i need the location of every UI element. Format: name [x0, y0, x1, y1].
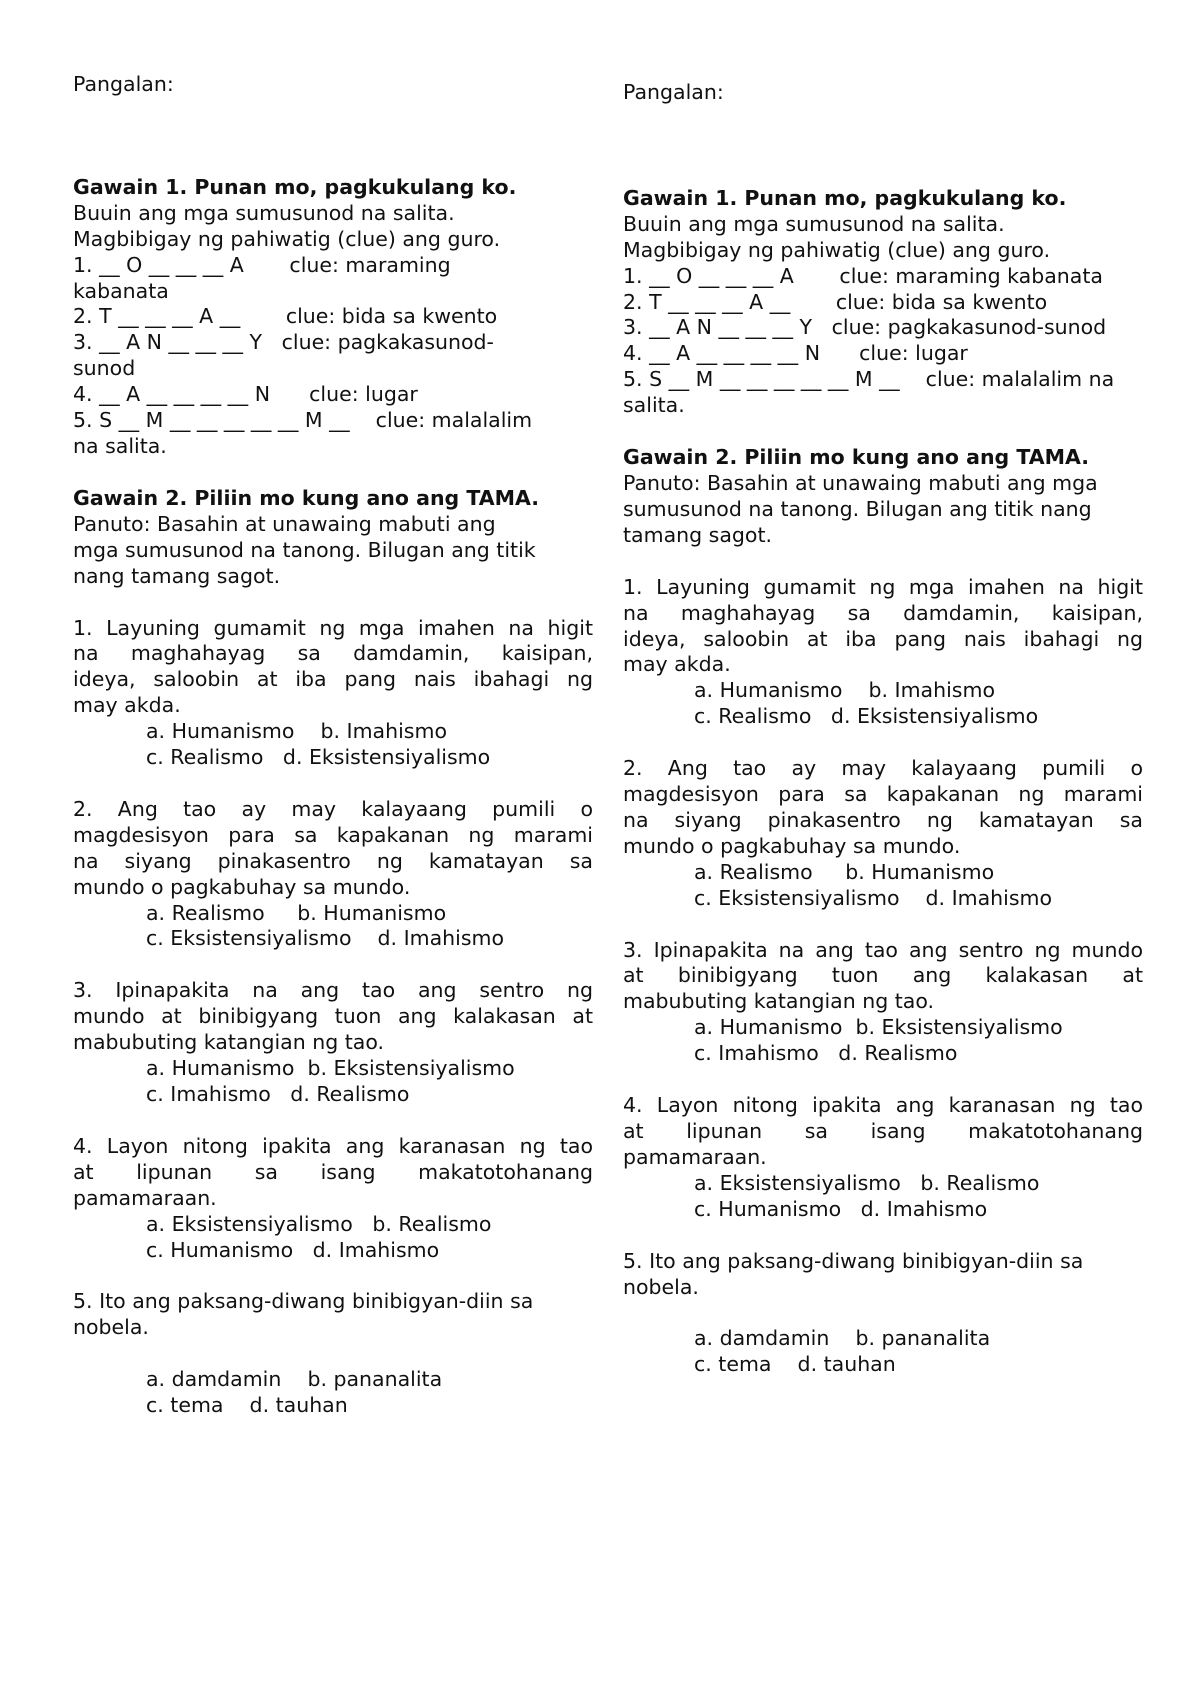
question-5-options: a. damdamin b. pananalita — [146, 1367, 443, 1392]
panuto-line: nang tamang sagot. — [73, 563, 281, 588]
gawain-1-item: 5. S __ M __ __ __ __ __ M __ clue: malalalim — [73, 408, 533, 433]
question-4-options: c. Humanismo d. Imahismo — [694, 1196, 988, 1221]
question-3-options: c. Imahismo d. Realismo — [146, 1082, 410, 1106]
question-3-options: a. Humanismo b. Eksistensiyalismo — [146, 1056, 515, 1081]
gawain-1-item: sunod — [73, 356, 136, 381]
question-3-options: a. Humanismo b. Eksistensiyalismo — [694, 1015, 1063, 1040]
question-3-line: mabubuting katangian ng tao. — [623, 989, 935, 1014]
panuto-line: mga sumusunod na tanong. Bilugan ang titik — [73, 537, 536, 562]
question-4-line: 4. Layon nitong ipakita ang karanasan ng tao — [73, 1133, 593, 1158]
question-2-options: a. Realismo b. Humanismo — [146, 900, 447, 925]
pangalan-label: Pangalan: — [623, 80, 724, 104]
question-2-options: c. Eksistensiyalismo d. Imahismo — [146, 926, 505, 951]
gawain-2-title: Gawain 2. Piliin mo kung ano ang TAMA. — [73, 485, 540, 510]
gawain-2-section — [623, 445, 1143, 1378]
question-5-options: c. tema d. tauhan — [694, 1352, 896, 1377]
question-4-options: a. Eksistensiyalismo b. Realismo — [694, 1170, 1040, 1195]
question-5-line: 5. Ito ang paksang-diwang binibigyan-diin sa — [73, 1289, 534, 1314]
question-1-options: a. Humanismo b. Imahismo — [146, 719, 447, 744]
question-1-options: c. Realismo d. Eksistensiyalismo — [146, 745, 491, 770]
question-4-line: pamamaraan. — [73, 1185, 217, 1210]
question-2-line: na siyang pinakasentro ng kamatayan sa — [73, 848, 593, 873]
gawain-1-title: Gawain 1. Punan mo, pagkukulang ko. — [73, 174, 517, 199]
question-2-options: a. Realismo b. Humanismo — [694, 859, 995, 884]
gawain-1-item: 5. S __ M __ __ __ __ __ M __ clue: malalalim na — [623, 367, 1115, 392]
question-1-line: 1. Layuning gumamit ng mga imahen na higit — [623, 574, 1143, 599]
question-5-line: nobela. — [73, 1315, 149, 1340]
question-3-line: mabubuting katangian ng tao. — [73, 1030, 385, 1055]
question-3-line: mundo at binibigyang tuon ang kalakasan at — [73, 1004, 593, 1029]
worksheet-right — [623, 0, 1143, 1378]
gawain-1-section — [73, 175, 593, 460]
question-2-line: 2. Ang tao ay may kalayaang pumili o — [623, 756, 1143, 781]
question-4-options: c. Humanismo d. Imahismo — [146, 1237, 440, 1262]
panuto-line: sumusunod na tanong. Bilugan ang titik nang — [623, 496, 1092, 521]
gawain-2-section — [73, 486, 593, 1419]
question-1-options: c. Realismo d. Eksistensiyalismo — [694, 704, 1039, 729]
question-1-line: 1. Layuning gumamit ng mga imahen na higit — [73, 615, 593, 640]
question-5-line: nobela. — [623, 1274, 699, 1299]
gawain-1-item: 1. __ O __ __ __ A clue: maraming — [73, 252, 451, 277]
question-4-line: at lipunan sa isang makatotohanang — [623, 1119, 1143, 1143]
question-2-line: 2. Ang tao ay may kalayaang pumili o — [73, 796, 593, 821]
question-2-line: mundo o pagkabuhay sa mundo. — [623, 833, 961, 858]
question-4-line: pamamaraan. — [623, 1144, 767, 1169]
gawain-1-item: 3. __ A N __ __ __ Y clue: pagkakasunod- — [73, 330, 494, 355]
gawain-1-item: 2. T __ __ __ A __ clue: bida sa kwento — [623, 289, 1048, 314]
question-3-line: at binibigyang tuon ang kalakasan at — [623, 963, 1143, 988]
question-3-line: 3. Ipinapakita na ang tao ang sentro ng — [73, 978, 593, 1003]
question-1-line: ideya, saloobin at iba pang nais ibahagi ng — [623, 626, 1143, 651]
panuto-line: tamang sagot. — [623, 522, 773, 547]
gawain-1-item: 4. __ A __ __ __ __ N clue: lugar — [623, 341, 968, 366]
gawain-1-instruction: Magbibigay ng pahiwatig (clue) ang guro. — [73, 226, 501, 251]
question-1-line: may akda. — [623, 652, 731, 677]
gawain-1-instruction: Magbibigay ng pahiwatig (clue) ang guro. — [623, 237, 1051, 262]
question-3-line: 3. Ipinapakita na ang tao ang sentro ng mundo — [623, 937, 1143, 962]
gawain-1-title: Gawain 1. Punan mo, pagkukulang ko. — [623, 185, 1067, 210]
gawain-1-section — [623, 186, 1143, 419]
question-4-line: 4. Layon nitong ipakita ang karanasan ng tao — [623, 1093, 1143, 1118]
question-2-line: na siyang pinakasentro ng kamatayan sa — [623, 807, 1143, 832]
pangalan-label: Pangalan: — [73, 72, 174, 96]
question-3-options: c. Imahismo d. Realismo — [694, 1041, 958, 1066]
question-1-line: ideya, saloobin at iba pang nais ibahagi ng — [73, 667, 593, 692]
gawain-1-item: 1. __ O __ __ __ A clue: maraming kabanata — [623, 263, 1103, 288]
question-5-options: c. tema d. tauhan — [146, 1393, 348, 1418]
question-2-line: magdesisyon para sa kapakanan ng marami — [623, 782, 1143, 807]
gawain-1-item: 4. __ A __ __ __ __ N clue: lugar — [73, 382, 418, 407]
gawain-1-instruction: Buuin ang mga sumusunod na salita. — [73, 200, 455, 225]
question-4-options: a. Eksistensiyalismo b. Realismo — [146, 1211, 492, 1236]
question-1-line: na maghahayag sa damdamin, kaisipan, — [73, 641, 593, 666]
panuto-line: Panuto: Basahin at unawaing mabuti ang mga — [623, 470, 1098, 495]
gawain-2-title: Gawain 2. Piliin mo kung ano ang TAMA. — [623, 445, 1090, 470]
gawain-1-item: na salita. — [73, 433, 167, 458]
question-1-line: may akda. — [73, 693, 181, 718]
question-2-options: c. Eksistensiyalismo d. Imahismo — [694, 885, 1053, 910]
gawain-1-item: kabanata — [73, 278, 169, 303]
panuto-line: Panuto: Basahin at unawaing mabuti ang — [73, 511, 496, 536]
gawain-1-item: salita. — [623, 393, 685, 418]
gawain-1-item: 3. __ A N __ __ __ Y clue: pagkakasunod-sunod — [623, 315, 1107, 340]
question-4-line: at lipunan sa isang makatotohanang — [73, 1159, 593, 1184]
question-1-options: a. Humanismo b. Imahismo — [694, 678, 995, 703]
question-5-options: a. damdamin b. pananalita — [694, 1326, 991, 1351]
gawain-1-instruction: Buuin ang mga sumusunod na salita. — [623, 211, 1005, 236]
question-1-line: na maghahayag sa damdamin, kaisipan, — [623, 600, 1143, 625]
question-2-line: magdesisyon para sa kapakanan ng marami — [73, 822, 593, 847]
gawain-1-item: 2. T __ __ __ A __ clue: bida sa kwento — [73, 304, 498, 329]
question-2-line: mundo o pagkabuhay sa mundo. — [73, 874, 411, 899]
question-5-line: 5. Ito ang paksang-diwang binibigyan-diin sa — [623, 1248, 1084, 1273]
worksheet-left — [73, 0, 593, 1419]
